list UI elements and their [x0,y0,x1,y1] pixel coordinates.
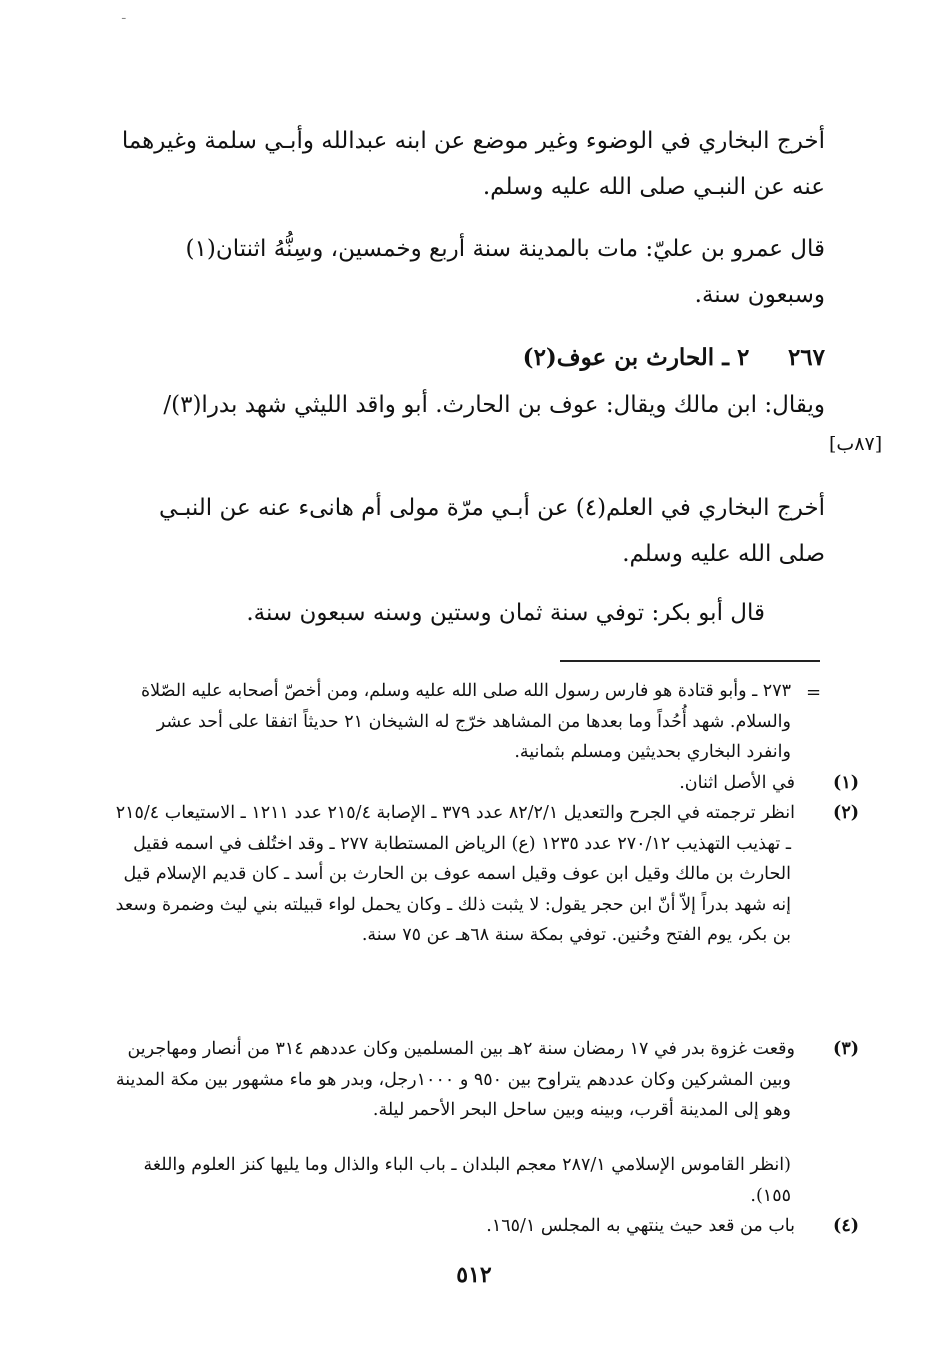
body-paragraph-2: قال عمرو بن عليّ: مات بالمدينة سنة أربع وخمسين، وسِنُّهُ اثنتان(١) وسبعون سنة. [185,236,825,308]
entry-heading: ٢ ـ الحارث بن عوف(٢) [522,344,750,371]
body-paragraph-5: قال أبو بكر: توفي سنة ثمان وستين وسنه سبعون سنة. [246,600,765,626]
footnote-continuation: ٢٧٣ ـ وأبو قتادة هو فارس رسول الله صلى الله عليه وسلم، ومن أخصّ أصحابه عليه الصّلاة والسلام. شهد أُحُداً وما بعدها من المشاهد خرّج له الشيخان ٢١ حديثاً اتفقا على أحد عشر وانفرد البخاري بحديثين ومسلم بثمانية. [141,681,791,762]
entry-number: ٢٦٧ [787,344,825,371]
footnote-1-number: (١) [833,773,859,793]
footnote-3-sources: (انظر القاموس الإسلامي ٢٨٧/١ معجم البلدان ـ باب الباء والذال وما يليها كنز العلوم واللغة ١٥٥). [143,1155,791,1206]
footnote-3 [115,1034,859,1126]
continuation-mark: = [806,682,822,703]
footnote-2 [115,798,859,951]
footnote-4 [115,1211,859,1242]
footnote-3-text: وقعت غزوة بدر في ١٧ رمضان سنة ٢هـ بين المسلمين وكان عددهم ٣١٤ من أنصار ومهاجرين وبين المشركين وكان عددهم يتراوح بين ٩٥٠ و ١٠٠٠رجل، وبدر هو ماء مشهور بين مكة المدينة وهو إلى المدينة أقرب، وبينه وبين ساحل البحر الأحمر ليلة. [115,1039,795,1120]
footnote-separator [560,660,820,662]
footnote-2-number: (٢) [833,803,859,823]
footnote-2-text: انظر ترجمته في الجرح والتعديل ٨٢/٢/١ عدد ٣٧٩ ـ الإصابة ٢١٥/٤ عدد ١٢١١ ـ الاستيعاب ٢١٥/٤ ـ تهذيب التهذيب ٢٧٠/١٢ عدد ١٢٣٥ (ع) الرياض المستطابة ٢٧٧ ـ وقد اختُلف في اسمه فقيل الحارث بن مالك وقيل ابن عوف وقيل اسمه عوف بن الحارث بن أسد ـ كان قديم الإسلام قيل إنه شهد بدراً إلاّ أنّ ابن حجر يقول: لا يثبت ذلك ـ وكان يحمل لواء قبيلته بني ليث وضمرة وسعد بن بكر، يوم الفتح وحُنين. توفي بمكة سنة ٦٨هـ عن ٧٥ سنة. [115,803,795,945]
page-number: ٥١٢ [456,1262,492,1288]
body-paragraph-3: ويقال: ابن مالك ويقال: عوف بن الحارث. أبو واقد الليثي شهد بدرا(٣)/ [163,392,825,418]
manuscript-folio-ref: [٨٧ب] [829,433,883,455]
body-paragraph-1: أخرج البخاري في الوضوء وغير موضع عن ابنه عبدالله وأبـي سلمة وغيرهما عنه عن النبـي صلى الله عليه وسلم. [121,128,825,200]
footnote-1 [115,768,859,799]
entry-heading-line [115,335,825,381]
footnote-4-text: باب من قعد حيث ينتهي به المجلس ١٦٥/١. [486,1216,795,1236]
footnote-3-number: (٣) [833,1039,859,1059]
footnote-1-text: في الأصل اثنان. [679,773,795,793]
footnote-4-number: (٤) [833,1216,859,1236]
body-paragraph-4: أخرج البخاري في العلم(٤) عن أبـي مرّة مولى أم هانىء عنه عن النبـي صلى الله عليه وسلم. [158,495,825,567]
scan-mark: ـ [122,8,126,22]
